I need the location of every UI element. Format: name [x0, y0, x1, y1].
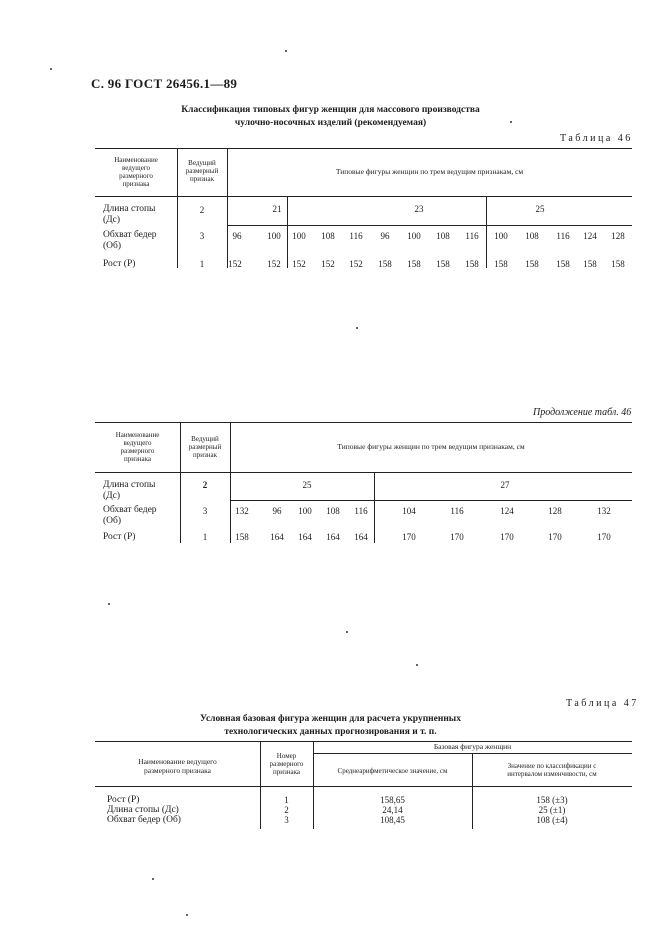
t46-r2-n2: (Об) — [103, 241, 122, 251]
t46c-r2-v7: 116 — [450, 506, 464, 516]
t46-r2-v4: 108 — [321, 231, 335, 241]
t47-col4-header — [472, 762, 632, 778]
t47-h4-l2: интервалом изменчивости, см — [507, 770, 597, 778]
t46-r3-v5: 152 — [349, 259, 363, 269]
t47-row3-class: 108 (±4) — [536, 815, 568, 825]
t47-row3-mean: 108,45 — [380, 815, 405, 825]
t46c-r2-n2: (Об) — [103, 516, 122, 526]
table47-title — [0, 713, 661, 739]
t46c-r2-v9: 128 — [548, 506, 562, 516]
t46c-row2-name — [103, 505, 157, 527]
t46-r3-v10: 158 — [494, 259, 508, 269]
t46-h2-l2: размерный — [185, 167, 219, 175]
t46c-r3-v10: 170 — [597, 532, 611, 542]
t46-r2-v6: 96 — [380, 231, 390, 241]
t46c-r1-n1: Длина стопы — [103, 480, 156, 490]
t46c-row2-lead: 3 — [202, 506, 208, 516]
page-header: С. 96 ГОСТ 26456.1—89 — [91, 76, 238, 91]
t47-h2-l2: размерного — [269, 760, 304, 768]
t47-h1-l2: размерного признака — [144, 766, 211, 775]
t46-r3-v12: 158 — [556, 259, 570, 269]
t46-r2-v11: 108 — [525, 231, 539, 241]
t46-col2-header — [177, 159, 227, 183]
t46c-r3-v2: 164 — [270, 532, 284, 542]
t46c-r3-v8: 170 — [500, 532, 514, 542]
t46-r3-v14: 158 — [611, 259, 625, 269]
t46-r2-v3: 100 — [292, 231, 306, 241]
t46-r1-n1: Длина стопы — [103, 204, 156, 214]
t46-r2-v13: 124 — [583, 231, 597, 241]
table47-tag: Таблица 47 — [566, 698, 639, 709]
t46-h2-l1: Ведущий — [188, 159, 216, 167]
t46-row3-lead: 1 — [199, 259, 205, 269]
table47-title-line2: технологических данных прогнозирования и т. п. — [224, 727, 437, 737]
t46c-r2-v10: 132 — [597, 506, 611, 516]
t46-r3-v11: 158 — [525, 259, 539, 269]
t47-row2-name: Длина стопы (Дс) — [107, 805, 179, 815]
t46c-r2-v8: 124 — [500, 506, 514, 516]
t47-row1-name: Рост (Р) — [107, 795, 140, 805]
t47-row2-class: 25 (±1) — [538, 805, 566, 815]
t47-h4-l1: Значение по классификации с — [507, 762, 597, 770]
t46-r3-v7: 158 — [407, 259, 421, 269]
t46c-group-27: 27 — [500, 480, 510, 490]
t46-r2-v5: 116 — [349, 231, 363, 241]
t46c-row3-name: Рост (Р) — [103, 532, 136, 542]
t47-col1-header — [95, 757, 260, 775]
t47-col3-header: Среднеарифметическое значение, см — [337, 767, 448, 775]
t46-r3-v4: 152 — [321, 259, 335, 269]
scan-speck — [50, 68, 52, 70]
t47-row1-class: 158 (±3) — [536, 795, 568, 805]
t46-r2-v7: 100 — [407, 231, 421, 241]
scan-speck — [346, 631, 348, 633]
table46-title — [0, 104, 661, 130]
t46c-r3-v4: 164 — [326, 532, 340, 542]
table46-cont-tag: Продолжение табл. 46 — [533, 407, 632, 418]
t46c-row3-lead: 1 — [202, 532, 208, 542]
t47-h2-l3: признака — [272, 768, 300, 776]
t47-row2-mean: 24,14 — [382, 805, 403, 815]
t46c-r3-v3: 164 — [298, 532, 312, 542]
t46-r3-v6: 158 — [378, 259, 392, 269]
t46-col1-header — [95, 156, 177, 188]
t46c-h1-l3: размерного — [120, 447, 155, 455]
scan-speck — [356, 327, 358, 329]
scan-speck — [285, 50, 287, 52]
t46-row2-lead: 3 — [199, 231, 205, 241]
scan-speck — [416, 664, 418, 666]
t46-h1-l3: размерного — [119, 172, 153, 180]
t46-r2-n1: Обхват бедер — [103, 230, 157, 240]
t47-h1-l1: Наименование ведущего — [138, 757, 217, 766]
t47-group-header: Базовая фигура женщин — [433, 742, 512, 751]
t46c-r2-v3: 100 — [298, 506, 312, 516]
t47-row3-num: 3 — [284, 815, 289, 825]
t46-group-21: 21 — [272, 204, 282, 214]
table47-title-line1: Условная базовая фигура женщин для расчета укрупненных — [200, 714, 461, 724]
t46-h1-l4: признака — [122, 180, 150, 188]
t46c-h2-l3: признак — [192, 451, 217, 459]
t46c-group-25: 25 — [302, 480, 312, 490]
t46-row1-name — [103, 204, 155, 226]
t46c-col3-header: Типовые фигуры женщин по трем ведущим признакам, см — [337, 442, 525, 451]
t46c-r3-v9: 170 — [548, 532, 562, 542]
t46c-r2-v1: 132 — [235, 506, 249, 516]
t46-r2-v9: 116 — [465, 231, 479, 241]
t46c-h1-l4: признака — [123, 455, 151, 463]
t46c-row1-name — [103, 480, 155, 502]
t46c-r2-n1: Обхват бедер — [103, 505, 157, 515]
t46-r3-v3: 152 — [292, 259, 306, 269]
t46c-r3-v7: 170 — [450, 532, 464, 542]
t46-r2-v10: 100 — [494, 231, 508, 241]
t46-row1-lead: 2 — [199, 205, 205, 215]
t46c-h1-l1: Наименование — [115, 431, 160, 439]
t46-r2-v1: 96 — [232, 231, 242, 241]
t47-row2-num: 2 — [284, 805, 289, 815]
t46c-col2-header — [180, 435, 230, 459]
t46-group-25: 25 — [535, 204, 545, 214]
t46-row3-name: Рост (Р) — [103, 259, 136, 269]
t46c-r2-v4: 108 — [326, 506, 340, 516]
t46-r3-v13: 158 — [583, 259, 597, 269]
t47-h2-l1: Номер — [276, 752, 297, 760]
table46-title-line1: Классификация типовых фигур женщин для массового производства — [181, 105, 480, 115]
t46-r2-v2: 100 — [267, 231, 281, 241]
t46-h1-l1: Наименование — [114, 156, 158, 164]
t46c-r3-v5: 164 — [354, 532, 368, 542]
t46-r3-v2: 152 — [267, 259, 281, 269]
t46-r1-n2: (Дс) — [103, 215, 121, 225]
t46c-r1-n2: (Дс) — [103, 491, 121, 501]
t46-group-23: 23 — [414, 204, 424, 214]
table46-title-line2: чулочно-носочных изделий (рекомендуемая) — [234, 118, 427, 128]
t46c-h1-l2: ведущего — [123, 439, 152, 447]
t46-r3-v8: 158 — [436, 259, 450, 269]
t46c-r3-v6: 170 — [402, 532, 416, 542]
t46-r2-v12: 116 — [556, 231, 570, 241]
t46-h1-l2: ведущего — [121, 164, 151, 172]
t46-r2-v14: 128 — [611, 231, 625, 241]
t46c-r2-v5: 116 — [354, 506, 368, 516]
scan-speck — [108, 603, 110, 605]
scan-speck — [510, 121, 512, 123]
t46-h2-l3: признак — [189, 175, 214, 183]
t46-col3-header: Типовые фигуры женщин по трем ведущим признакам, см — [335, 167, 524, 176]
t46c-col1-header — [95, 431, 180, 463]
t47-col2-header — [260, 752, 313, 776]
t46-r3-v1: 152 — [228, 259, 242, 269]
t46c-r2-v6: 104 — [402, 506, 416, 516]
t46-r3-v9: 158 — [465, 259, 479, 269]
t46c-r3-v1: 158 — [235, 532, 249, 542]
t47-row1-mean: 158,65 — [380, 795, 405, 805]
scan-speck — [186, 914, 188, 916]
t46c-h2-l1: Ведущий — [191, 435, 219, 443]
t46c-row1-lead: 2 — [202, 480, 208, 490]
t47-row3-name: Обхват бедер (Об) — [107, 815, 181, 825]
t47-row1-num: 1 — [284, 795, 289, 805]
t46-r2-v8: 108 — [436, 231, 450, 241]
scan-speck — [152, 878, 154, 880]
t46c-h2-l2: размерный — [188, 443, 222, 451]
t46-row2-name — [103, 230, 157, 252]
table46-tag: Таблица 46 — [560, 133, 633, 144]
t46c-r2-v2: 96 — [272, 506, 282, 516]
